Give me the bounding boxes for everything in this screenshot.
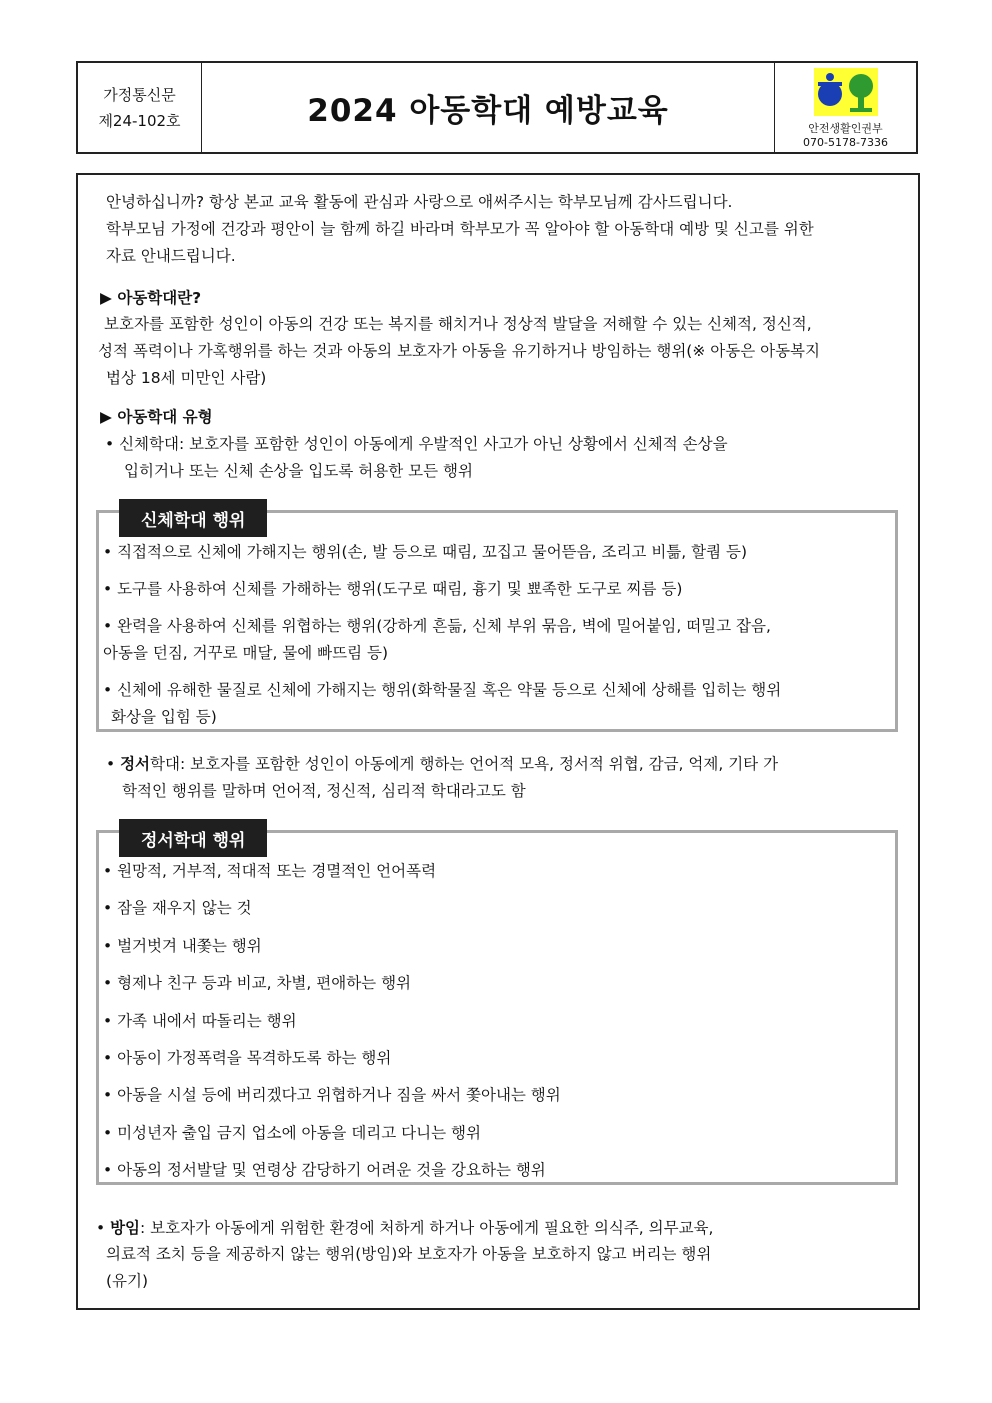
list-item: • 아동을 시설 등에 버리겠다고 위협하거나 짐을 싸서 쫓아내는 행위: [103, 1086, 561, 1104]
newsletter-label: 가정통신문: [103, 85, 176, 104]
definition-line-2: 성적 폭력이나 가혹행위를 하는 것과 아동의 보호자가 아동을 유기하거나 방임하는 행위(※ 아동은 아동복지: [98, 342, 821, 360]
list-item: • 원망적, 거부적, 적대적 또는 경멸적인 언어폭력: [103, 862, 437, 880]
department-name: 안전생활인권부: [808, 122, 883, 135]
physical-abuse-tab: 신체학대 행위: [119, 499, 267, 537]
issue-number: 제24-102호: [98, 111, 181, 130]
main-content: [76, 173, 920, 1310]
intro-line-1: 안녕하십니까? 항상 본교 교육 활동에 관심과 사랑으로 애써주시는 학부모님께 감사드립니다.: [106, 193, 733, 211]
neglect-def-line-3: (유기): [106, 1272, 149, 1290]
list-item: • 가족 내에서 따돌리는 행위: [103, 1012, 297, 1030]
list-item: • 미성년자 출입 금지 업소에 아동을 데리고 다니는 행위: [103, 1124, 481, 1142]
school-logo-icon: [814, 68, 878, 116]
issue-info: [78, 63, 202, 152]
document-header: [76, 61, 918, 154]
list-item-continued: 아동을 던짐, 거꾸로 매달, 물에 빠뜨림 등): [103, 644, 389, 662]
types-heading: ▶ 아동학대 유형: [100, 408, 213, 426]
list-item: • 형제나 친구 등과 비교, 차별, 편애하는 행위: [103, 974, 412, 992]
physical-abuse-def-line-2: 입히거나 또는 신체 손상을 입도록 허용한 모든 행위: [124, 462, 473, 480]
bullet: •: [106, 755, 121, 773]
bullet: •: [96, 1219, 111, 1237]
emotional-abuse-def-line-1: [106, 751, 778, 778]
physical-abuse-box: [96, 510, 898, 732]
list-item: • 벌거벗겨 내쫓는 행위: [103, 937, 262, 955]
department-info: [774, 63, 916, 152]
list-item: • 직접적으로 신체에 가해지는 행위(손, 발 등으로 때림, 꼬집고 물어뜯음, 조리고 비틂, 할퀌 등): [103, 543, 748, 561]
emotional-abuse-tab: 정서학대 행위: [119, 819, 267, 857]
intro-line-2: 학부모님 가정에 건강과 평안이 늘 함께 하길 바라며 학부모가 꼭 알아야 할 아동학대 예방 및 신고를 위한: [106, 220, 814, 238]
page-title: 2024 아동학대 예방교육: [307, 93, 669, 129]
emotional-abuse-def-line-2: 학적인 행위를 말하며 언어적, 정신적, 심리적 학대라고도 함: [122, 782, 526, 800]
list-item-continued: 화상을 입힘 등): [111, 708, 217, 726]
list-item: • 아동의 정서발달 및 연령상 감당하기 어려운 것을 강요하는 행위: [103, 1161, 546, 1179]
list-item: • 완력을 사용하여 신체를 위협하는 행위(강하게 흔듦, 신체 부위 묶음, 벽에 밀어붙임, 떠밀고 잡음,: [103, 617, 771, 635]
physical-abuse-def-line-1: • 신체학대: 보호자를 포함한 성인이 아동에게 우발적인 사고가 아닌 상황에서 신체적 손상을: [105, 435, 728, 453]
neglect-def-line-1: [96, 1215, 713, 1242]
intro-line-3: 자료 안내드립니다.: [106, 247, 236, 265]
list-item: • 도구를 사용하여 신체를 가해하는 행위(도구로 때림, 흉기 및 뾰족한 도구로 찌름 등): [103, 580, 683, 598]
neglect-term: 방임: [110, 1219, 141, 1237]
definition-line-1: 보호자를 포함한 성인이 아동의 건강 또는 복지를 해치거나 정상적 발달을 저해할 수 있는 신체적, 정신적,: [104, 315, 812, 333]
list-item: • 잠을 재우지 않는 것: [103, 899, 252, 917]
emotional-def-rest: 학대: 보호자를 포함한 성인이 아동에게 행하는 언어적 모욕, 정서적 위협, 감금, 억제, 기타 가: [150, 755, 779, 773]
emotional-term: 정서: [120, 755, 151, 773]
list-item: • 아동이 가정폭력을 목격하도록 하는 행위: [103, 1049, 392, 1067]
neglect-def-rest: : 보호자가 아동에게 위험한 환경에 처하게 하거나 아동에게 필요한 의식주, 의무교육,: [140, 1219, 714, 1237]
definition-line-3: 법상 18세 미만인 사람): [106, 369, 267, 387]
list-item: • 신체에 유해한 물질로 신체에 가해지는 행위(화학물질 혹은 약물 등으로 신체에 상해를 입히는 행위: [103, 681, 782, 699]
definition-heading: ▶ 아동학대란?: [100, 289, 202, 307]
neglect-def-line-2: 의료적 조치 등을 제공하지 않는 행위(방임)와 보호자가 아동을 보호하지 않고 버리는 행위: [106, 1245, 712, 1263]
department-phone: 070-5178-7336: [803, 136, 888, 149]
emotional-abuse-box: [96, 830, 898, 1185]
